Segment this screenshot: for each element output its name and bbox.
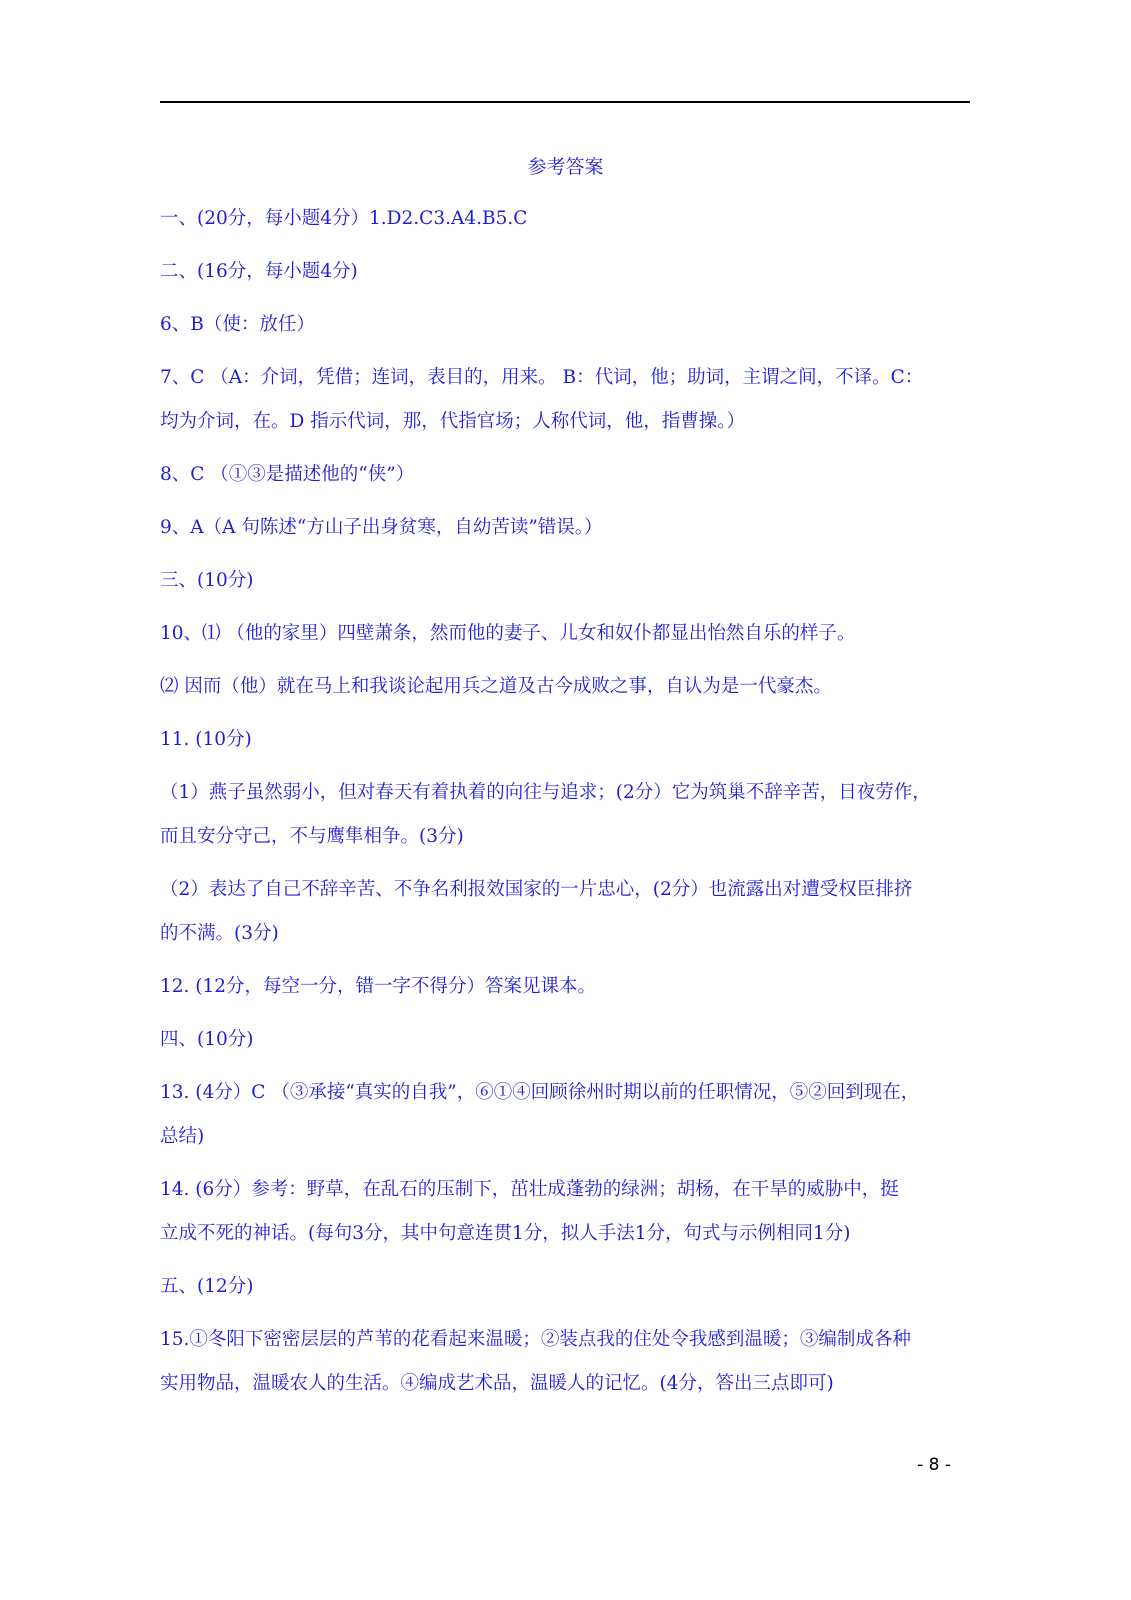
answer-line: 实用物品，温暖农人的生活。④编成艺术品，温暖人的记忆。(4分，答出三点即可) [160,1373,834,1394]
answer-content [160,205,972,1423]
answer-line: 五、(12分) [160,1276,254,1297]
answer-paragraph [160,876,972,947]
answer-line: 13. (4分）C （③承接“真实的自我”，⑥①④回顾徐州时期以前的任职情况，⑤②回到现在， [160,1082,920,1103]
answer-line: （1）燕子虽然弱小，但对春天有着执着的向往与追求；(2分）它为筑巢不辞辛苦，日夜劳作， [160,782,931,803]
answer-line: 6、B（使：放任） [160,314,315,335]
answer-line: 四、(10分) [160,1029,254,1050]
answer-line: 10、⑴ （他的家里）四壁萧条，然而他的妻子、儿女和奴仆都显出怡然自乐的样子。 [160,623,856,644]
answer-line: 一、(20分，每小题4分）1.D2.C3.A4.B5.C [160,208,528,229]
answer-paragraph [160,1079,972,1150]
answer-line: 8、C （①③是描述他的“侠”） [160,464,415,485]
answer-line: 立成不死的神话。(每句3分，其中句意连贯1分，拟人手法1分，句式与示例相同1分) [160,1223,851,1244]
answer-line: 而且安分守己，不与鹰隼相争。(3分) [160,826,464,847]
answer-line: 二、(16分，每小题4分) [160,261,358,282]
page-number: - 8 - [917,1455,951,1475]
answer-line: 总结) [160,1126,205,1147]
answer-line: 15.①冬阳下密密层层的芦苇的花看起来温暖；②装点我的住处令我感到温暖；③编制成各种 [160,1329,911,1350]
answer-line: 三、(10分) [160,570,254,591]
answer-line: 9、A（A 句陈述“方山子出身贫寒，自幼苦读”错误。） [160,517,603,538]
answer-paragraph [160,1326,972,1397]
answer-line: 均为介词，在。D 指示代词，那，代指官场；人称代词，他，指曹操。） [160,411,745,432]
answer-paragraph [160,364,972,435]
page-title: 参考答案 [527,156,604,178]
answer-paragraph [160,779,972,850]
answer-line: （2）表达了自己不辞辛苦、不争名利报效国家的一片忠心，(2分）也流露出对遭受权臣排挤 [160,879,913,900]
answer-line: 14. (6分）参考：野草，在乱石的压制下，茁壮成蓬勃的绿洲；胡杨，在干旱的威胁中，挺 [160,1179,899,1200]
answer-line: 12. (12分，每空一分，错一字不得分）答案见课本。 [160,976,597,997]
answer-line: ⑵ 因而（他）就在马上和我谈论起用兵之道及古今成败之事，自认为是一代豪杰。 [160,676,832,697]
header-rule [160,101,970,103]
answer-line: 11. (10分) [160,729,252,750]
answer-line: 7、C （A：介词，凭借；连词，表目的，用来。 B：代词，他；助词，主谓之间，不译。C： [160,367,924,388]
answer-line: 的不满。(3分) [160,923,279,944]
answer-paragraph [160,1176,972,1247]
